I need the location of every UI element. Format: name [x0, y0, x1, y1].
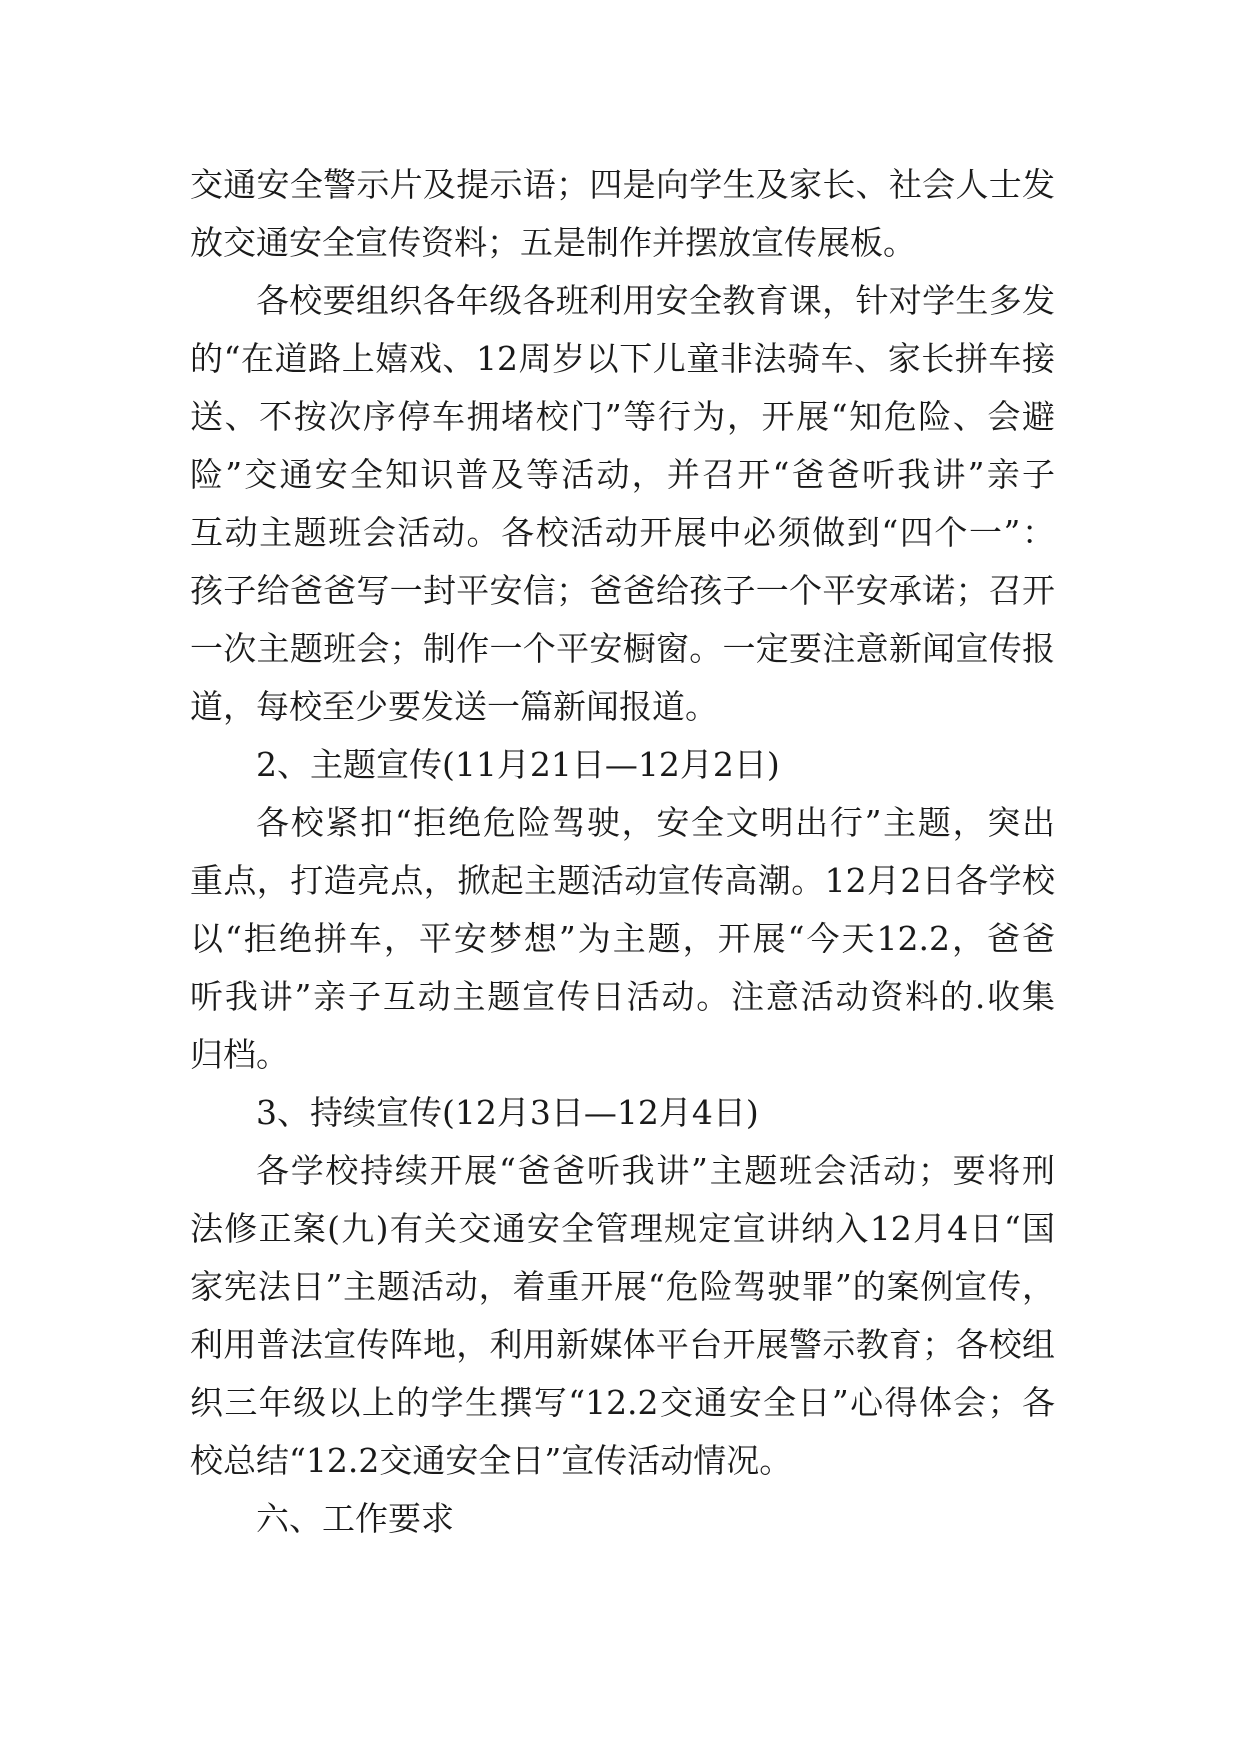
section-heading: 2、主题宣传(11月21日—12月2日) — [256, 745, 780, 784]
text-line: 法修正案(九)有关交通安全管理规定宣讲纳入12月4日“国 — [190, 1209, 1055, 1248]
text-line: 以“拒绝拼车，平安梦想”为主题，开展“今天12.2，爸爸 — [190, 919, 1055, 958]
text-line: 重点，打造亮点，掀起主题活动宣传高潮。12月2日各学校 — [190, 861, 1055, 900]
text-line: 织三年级以上的学生撰写“12.2交通安全日”心得体会；各 — [190, 1383, 1055, 1422]
text-line: 家宪法日”主题活动，着重开展“危险驾驶罪”的案例宣传， — [190, 1267, 1055, 1306]
section-heading: 六、工作要求 — [256, 1499, 454, 1538]
text-line: 一次主题班会；制作一个平安橱窗。一定要注意新闻宣传报 — [190, 629, 1055, 668]
text-line: 听我讲”亲子互动主题宣传日活动。注意活动资料的.收集 — [190, 977, 1055, 1016]
section-heading: 3、持续宣传(12月3日—12月4日) — [256, 1093, 759, 1132]
text-line: 交通安全警示片及提示语；四是向学生及家长、社会人士发 — [190, 165, 1055, 204]
paragraph-first-line: 各校紧扣“拒绝危险驾驶，安全文明出行”主题，突出 — [256, 803, 1055, 842]
text-line: 险”交通安全知识普及等活动，并召开“爸爸听我讲”亲子 — [190, 455, 1055, 494]
paragraph-first-line: 各学校持续开展“爸爸听我讲”主题班会活动；要将刑 — [256, 1151, 1055, 1190]
paragraph-first-line: 各校要组织各年级各班利用安全教育课，针对学生多发 — [256, 281, 1055, 320]
text-line: 送、不按次序停车拥堵校门”等行为，开展“知危险、会避 — [190, 397, 1055, 436]
document-body — [190, 156, 1055, 1548]
text-line: 互动主题班会活动。各校活动开展中必须做到“四个一”： — [190, 513, 1055, 552]
text-line: 道，每校至少要发送一篇新闻报道。 — [190, 687, 718, 726]
text-line: 放交通安全宣传资料；五是制作并摆放宣传展板。 — [190, 223, 916, 262]
text-line: 的“在道路上嬉戏、12周岁以下儿童非法骑车、家长拼车接 — [190, 339, 1055, 378]
text-line: 归档。 — [190, 1035, 289, 1074]
text-line: 利用普法宣传阵地，利用新媒体平台开展警示教育；各校组 — [190, 1325, 1055, 1364]
text-line: 孩子给爸爸写一封平安信；爸爸给孩子一个平安承诺；召开 — [190, 571, 1055, 610]
text-line: 校总结“12.2交通安全日”宣传活动情况。 — [190, 1441, 793, 1480]
